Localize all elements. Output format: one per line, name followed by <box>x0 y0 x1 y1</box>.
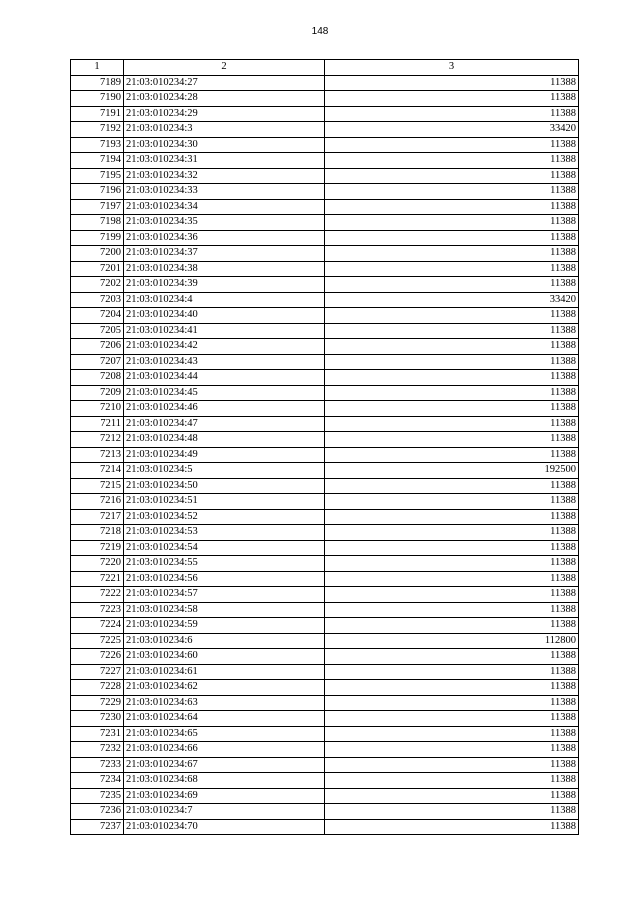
table-row <box>71 571 579 587</box>
value-cell: 11388 <box>325 649 579 665</box>
row-number-cell: 7195 <box>71 168 124 184</box>
table-row <box>71 91 579 107</box>
row-number-cell: 7189 <box>71 75 124 91</box>
row-number-cell: 7196 <box>71 184 124 200</box>
table-row <box>71 215 579 231</box>
table-header-row <box>71 60 579 76</box>
value-cell: 11388 <box>325 230 579 246</box>
row-number-cell: 7216 <box>71 494 124 510</box>
row-number-cell: 7192 <box>71 122 124 138</box>
cadastral-number-cell: 21:03:010234:38 <box>124 261 325 277</box>
cadastral-number-cell: 21:03:010234:46 <box>124 401 325 417</box>
cadastral-number-cell: 21:03:010234:70 <box>124 819 325 835</box>
row-number-cell: 7199 <box>71 230 124 246</box>
table-row <box>71 525 579 541</box>
cadastral-number-cell: 21:03:010234:57 <box>124 587 325 603</box>
cadastral-number-cell: 21:03:010234:64 <box>124 711 325 727</box>
row-number-cell: 7211 <box>71 416 124 432</box>
value-cell: 11388 <box>325 106 579 122</box>
cadastral-number-cell: 21:03:010234:58 <box>124 602 325 618</box>
cadastral-number-cell: 21:03:010234:49 <box>124 447 325 463</box>
value-cell: 11388 <box>325 261 579 277</box>
row-number-cell: 7219 <box>71 540 124 556</box>
table-row <box>71 199 579 215</box>
row-number-cell: 7202 <box>71 277 124 293</box>
row-number-cell: 7210 <box>71 401 124 417</box>
row-number-cell: 7225 <box>71 633 124 649</box>
value-cell: 11388 <box>325 432 579 448</box>
cadastral-number-cell: 21:03:010234:32 <box>124 168 325 184</box>
table-row <box>71 230 579 246</box>
value-cell: 11388 <box>325 370 579 386</box>
table-row <box>71 339 579 355</box>
cadastral-number-cell: 21:03:010234:7 <box>124 804 325 820</box>
value-cell: 11388 <box>325 199 579 215</box>
cadastral-number-cell: 21:03:010234:31 <box>124 153 325 169</box>
cadastral-number-cell: 21:03:010234:51 <box>124 494 325 510</box>
table-row <box>71 354 579 370</box>
table-row <box>71 664 579 680</box>
row-number-cell: 7226 <box>71 649 124 665</box>
cadastral-number-cell: 21:03:010234:44 <box>124 370 325 386</box>
cadastral-number-cell: 21:03:010234:5 <box>124 463 325 479</box>
value-cell: 11388 <box>325 354 579 370</box>
column-header-3: 3 <box>325 60 579 76</box>
table-row <box>71 416 579 432</box>
table-row <box>71 711 579 727</box>
value-cell: 11388 <box>325 478 579 494</box>
value-cell: 11388 <box>325 618 579 634</box>
table-row <box>71 509 579 525</box>
row-number-cell: 7223 <box>71 602 124 618</box>
row-number-cell: 7236 <box>71 804 124 820</box>
value-cell: 11388 <box>325 494 579 510</box>
value-cell: 11388 <box>325 540 579 556</box>
table-row <box>71 308 579 324</box>
table-row <box>71 168 579 184</box>
value-cell: 11388 <box>325 695 579 711</box>
value-cell: 11388 <box>325 75 579 91</box>
value-cell: 11388 <box>325 525 579 541</box>
row-number-cell: 7197 <box>71 199 124 215</box>
row-number-cell: 7228 <box>71 680 124 696</box>
value-cell: 11388 <box>325 556 579 572</box>
table-row <box>71 370 579 386</box>
value-cell: 11388 <box>325 168 579 184</box>
table-row <box>71 277 579 293</box>
cadastral-number-cell: 21:03:010234:3 <box>124 122 325 138</box>
row-number-cell: 7227 <box>71 664 124 680</box>
table-row <box>71 649 579 665</box>
table-row <box>71 695 579 711</box>
cadastral-number-cell: 21:03:010234:6 <box>124 633 325 649</box>
cadastral-number-cell: 21:03:010234:30 <box>124 137 325 153</box>
column-header-2: 2 <box>124 60 325 76</box>
row-number-cell: 7190 <box>71 91 124 107</box>
value-cell: 11388 <box>325 385 579 401</box>
cadastral-number-cell: 21:03:010234:40 <box>124 308 325 324</box>
table-row <box>71 540 579 556</box>
value-cell: 192500 <box>325 463 579 479</box>
table-row <box>71 137 579 153</box>
table-row <box>71 153 579 169</box>
table-row <box>71 478 579 494</box>
value-cell: 11388 <box>325 153 579 169</box>
value-cell: 33420 <box>325 122 579 138</box>
value-cell: 11388 <box>325 137 579 153</box>
table-row <box>71 401 579 417</box>
table-row <box>71 742 579 758</box>
cadastral-number-cell: 21:03:010234:33 <box>124 184 325 200</box>
cadastral-number-cell: 21:03:010234:37 <box>124 246 325 262</box>
cadastral-number-cell: 21:03:010234:50 <box>124 478 325 494</box>
table-body <box>71 75 579 835</box>
cadastral-number-cell: 21:03:010234:28 <box>124 91 325 107</box>
cadastral-number-cell: 21:03:010234:67 <box>124 757 325 773</box>
cadastral-number-cell: 21:03:010234:66 <box>124 742 325 758</box>
row-number-cell: 7205 <box>71 323 124 339</box>
table-row <box>71 556 579 572</box>
value-cell: 11388 <box>325 184 579 200</box>
value-cell: 11388 <box>325 587 579 603</box>
value-cell: 112800 <box>325 633 579 649</box>
cadastral-number-cell: 21:03:010234:59 <box>124 618 325 634</box>
table-row <box>71 633 579 649</box>
table-row <box>71 292 579 308</box>
cadastral-number-cell: 21:03:010234:63 <box>124 695 325 711</box>
value-cell: 11388 <box>325 757 579 773</box>
cadastral-number-cell: 21:03:010234:47 <box>124 416 325 432</box>
cadastral-number-cell: 21:03:010234:27 <box>124 75 325 91</box>
value-cell: 11388 <box>325 664 579 680</box>
row-number-cell: 7206 <box>71 339 124 355</box>
row-number-cell: 7191 <box>71 106 124 122</box>
table-row <box>71 587 579 603</box>
table-row <box>71 385 579 401</box>
row-number-cell: 7229 <box>71 695 124 711</box>
value-cell: 11388 <box>325 277 579 293</box>
value-cell: 11388 <box>325 571 579 587</box>
value-cell: 11388 <box>325 401 579 417</box>
row-number-cell: 7221 <box>71 571 124 587</box>
row-number-cell: 7235 <box>71 788 124 804</box>
page-number: 148 <box>311 26 329 37</box>
row-number-cell: 7193 <box>71 137 124 153</box>
row-number-cell: 7234 <box>71 773 124 789</box>
column-header-1: 1 <box>71 60 124 76</box>
row-number-cell: 7207 <box>71 354 124 370</box>
cadastral-number-cell: 21:03:010234:53 <box>124 525 325 541</box>
value-cell: 11388 <box>325 726 579 742</box>
table-row <box>71 494 579 510</box>
cadastral-number-cell: 21:03:010234:62 <box>124 680 325 696</box>
data-table <box>70 59 579 835</box>
value-cell: 11388 <box>325 246 579 262</box>
value-cell: 11388 <box>325 215 579 231</box>
row-number-cell: 7212 <box>71 432 124 448</box>
value-cell: 11388 <box>325 339 579 355</box>
cadastral-number-cell: 21:03:010234:4 <box>124 292 325 308</box>
row-number-cell: 7214 <box>71 463 124 479</box>
row-number-cell: 7213 <box>71 447 124 463</box>
value-cell: 11388 <box>325 323 579 339</box>
cadastral-number-cell: 21:03:010234:54 <box>124 540 325 556</box>
value-cell: 11388 <box>325 742 579 758</box>
row-number-cell: 7220 <box>71 556 124 572</box>
row-number-cell: 7194 <box>71 153 124 169</box>
value-cell: 11388 <box>325 308 579 324</box>
value-cell: 11388 <box>325 804 579 820</box>
cadastral-number-cell: 21:03:010234:65 <box>124 726 325 742</box>
value-cell: 11388 <box>325 680 579 696</box>
table-row <box>71 618 579 634</box>
table-row <box>71 773 579 789</box>
row-number-cell: 7208 <box>71 370 124 386</box>
table-row <box>71 432 579 448</box>
table-row <box>71 757 579 773</box>
table-row <box>71 788 579 804</box>
table-row <box>71 122 579 138</box>
cadastral-number-cell: 21:03:010234:34 <box>124 199 325 215</box>
cadastral-number-cell: 21:03:010234:29 <box>124 106 325 122</box>
cadastral-number-cell: 21:03:010234:39 <box>124 277 325 293</box>
cadastral-number-cell: 21:03:010234:55 <box>124 556 325 572</box>
row-number-cell: 7231 <box>71 726 124 742</box>
value-cell: 11388 <box>325 416 579 432</box>
row-number-cell: 7200 <box>71 246 124 262</box>
row-number-cell: 7233 <box>71 757 124 773</box>
value-cell: 11388 <box>325 91 579 107</box>
value-cell: 11388 <box>325 447 579 463</box>
table-row <box>71 246 579 262</box>
value-cell: 33420 <box>325 292 579 308</box>
value-cell: 11388 <box>325 773 579 789</box>
cadastral-number-cell: 21:03:010234:60 <box>124 649 325 665</box>
cadastral-number-cell: 21:03:010234:41 <box>124 323 325 339</box>
row-number-cell: 7237 <box>71 819 124 835</box>
table-row <box>71 447 579 463</box>
cadastral-number-cell: 21:03:010234:61 <box>124 664 325 680</box>
table-row <box>71 75 579 91</box>
value-cell: 11388 <box>325 788 579 804</box>
row-number-cell: 7209 <box>71 385 124 401</box>
row-number-cell: 7218 <box>71 525 124 541</box>
table-row <box>71 726 579 742</box>
table-row <box>71 106 579 122</box>
row-number-cell: 7230 <box>71 711 124 727</box>
table-row <box>71 804 579 820</box>
table-row <box>71 323 579 339</box>
table-row <box>71 184 579 200</box>
table-row <box>71 680 579 696</box>
row-number-cell: 7201 <box>71 261 124 277</box>
cadastral-number-cell: 21:03:010234:68 <box>124 773 325 789</box>
cadastral-number-cell: 21:03:010234:52 <box>124 509 325 525</box>
table-row <box>71 602 579 618</box>
value-cell: 11388 <box>325 602 579 618</box>
row-number-cell: 7203 <box>71 292 124 308</box>
row-number-cell: 7224 <box>71 618 124 634</box>
table-row <box>71 261 579 277</box>
cadastral-number-cell: 21:03:010234:42 <box>124 339 325 355</box>
row-number-cell: 7198 <box>71 215 124 231</box>
value-cell: 11388 <box>325 819 579 835</box>
cadastral-number-cell: 21:03:010234:69 <box>124 788 325 804</box>
row-number-cell: 7232 <box>71 742 124 758</box>
cadastral-number-cell: 21:03:010234:36 <box>124 230 325 246</box>
row-number-cell: 7204 <box>71 308 124 324</box>
cadastral-number-cell: 21:03:010234:35 <box>124 215 325 231</box>
value-cell: 11388 <box>325 711 579 727</box>
table-row <box>71 819 579 835</box>
row-number-cell: 7215 <box>71 478 124 494</box>
row-number-cell: 7217 <box>71 509 124 525</box>
cadastral-number-cell: 21:03:010234:48 <box>124 432 325 448</box>
cadastral-number-cell: 21:03:010234:45 <box>124 385 325 401</box>
cadastral-number-cell: 21:03:010234:56 <box>124 571 325 587</box>
cadastral-number-cell: 21:03:010234:43 <box>124 354 325 370</box>
row-number-cell: 7222 <box>71 587 124 603</box>
table-row <box>71 463 579 479</box>
value-cell: 11388 <box>325 509 579 525</box>
